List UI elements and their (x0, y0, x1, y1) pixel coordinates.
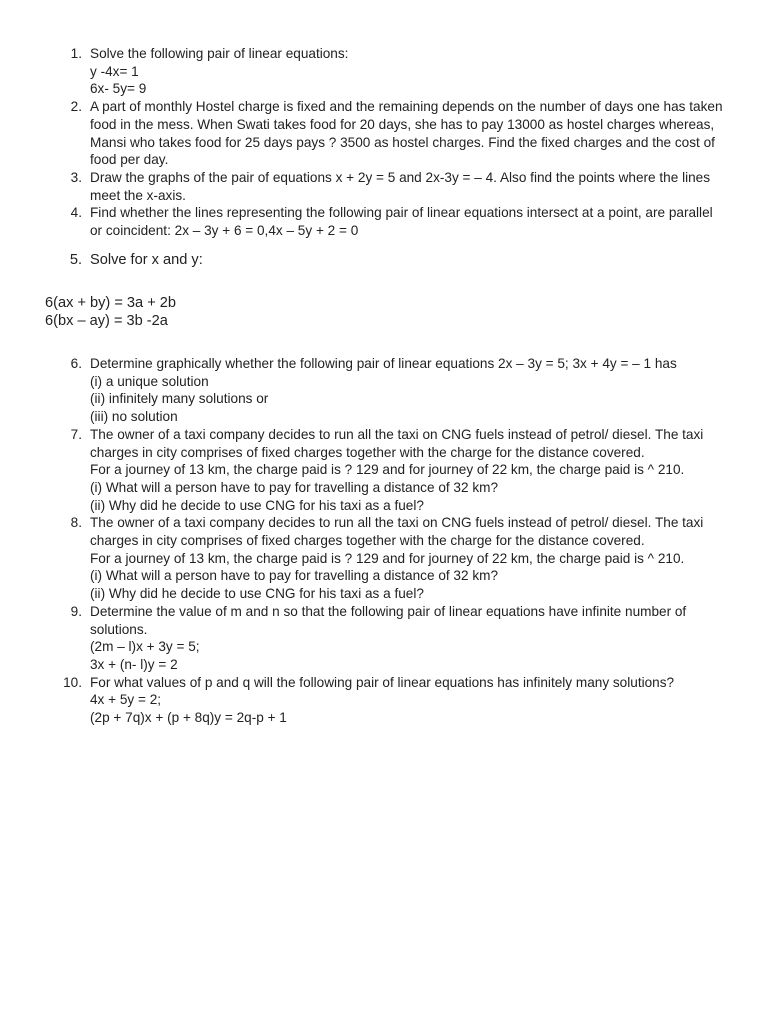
question-text: Determine the value of m and n so that the following pair of linear equations have infinite number of solutions. (90, 603, 687, 637)
equation: 4x + 5y = 2; (90, 692, 162, 708)
question-5 (0, 251, 768, 269)
question-text: The owner of a taxi company decides to run all the taxi on CNG fuels instead of petrol/ diesel. The taxi charges in city comprises of fixed charges together with the charge for the distance covered. (90, 515, 704, 549)
question-8 (0, 514, 768, 603)
question-3 (0, 169, 768, 204)
question-5-equations (45, 294, 176, 330)
equation: (2m – l)x + 3y = 5; (90, 639, 200, 655)
question-1 (0, 45, 768, 98)
question-text: For what values of p and q will the following pair of linear equations has infinitely many solutions? (90, 674, 675, 690)
equation: 6(bx – ay) = 3b -2a (45, 313, 168, 329)
question-list-part-1 (0, 45, 768, 240)
question-9 (0, 603, 768, 674)
sub-question: (i) What will a person have to pay for travelling a distance of 32 km? (90, 479, 499, 495)
question-10 (0, 674, 768, 727)
equation: 3x + (n- l)y = 2 (90, 656, 178, 672)
question-number: 6. (70, 356, 82, 371)
question-number: 2. (70, 99, 82, 115)
equation: (2p + 7q)x + (p + 8q)y = 2q-p + 1 (90, 710, 287, 726)
question-number: 10. (63, 674, 82, 690)
equation: 6x- 5y= 9 (90, 81, 147, 97)
question-number: 7. (70, 426, 82, 442)
question-7 (0, 426, 768, 515)
option: (i) a unique solution (90, 373, 209, 389)
question-list-part-3 (0, 355, 768, 727)
question-number: 1. (70, 46, 82, 61)
question-text-line: For a journey of 13 km, the charge paid is ? 129 and for journey of 22 km, the charge paid is ^ 210. (90, 550, 685, 566)
sub-question: (ii) Why did he decide to use CNG for his taxi as a fuel? (90, 497, 424, 513)
question-text: Solve for x and y: (90, 252, 203, 268)
sub-question: (ii) Why did he decide to use CNG for his taxi as a fuel? (90, 586, 424, 602)
question-text: Draw the graphs of the pair of equations x + 2y = 5 and 2x-3y = – 4. Also find the points where the lines meet the x-axis. (90, 169, 711, 203)
question-text: Solve the following pair of linear equations: (90, 46, 349, 61)
question-number: 4. (70, 205, 82, 221)
question-list-part-2 (0, 251, 768, 269)
question-number: 3. (70, 169, 82, 185)
question-text: Determine graphically whether the following pair of linear equations 2x – 3y = 5; 3x + 4y = – 1 has (90, 356, 677, 371)
question-text: A part of monthly Hostel charge is fixed and the remaining depends on the number of days one has taken food in the mess. When Swati takes food for 20 days, she has to pay 13000 as hostel charges whereas, Mansi who takes food for 25 days pays ? 3500 as hostel charges. Find the fixed charges and the cost of food per day. (90, 99, 723, 168)
question-text-line: For a journey of 13 km, the charge paid is ? 129 and for journey of 22 km, the charge paid is ^ 210. (90, 462, 685, 478)
question-4 (0, 204, 768, 239)
question-number: 8. (70, 515, 82, 531)
option: (ii) infinitely many solutions or (90, 391, 269, 407)
question-number: 5. (69, 252, 82, 268)
sub-question: (i) What will a person have to pay for travelling a distance of 32 km? (90, 568, 499, 584)
question-text: Find whether the lines representing the following pair of linear equations intersect at a point, are parallel or coincident: 2x – 3y + 6 = 0,4x – 5y + 2 = 0 (90, 205, 713, 239)
equation: y -4x= 1 (90, 63, 139, 79)
equation: 6(ax + by) = 3a + 2b (45, 295, 177, 311)
question-number: 9. (70, 603, 82, 619)
question-2 (0, 98, 768, 169)
question-6 (0, 355, 768, 426)
question-text: The owner of a taxi company decides to run all the taxi on CNG fuels instead of petrol/ diesel. The taxi charges in city comprises of fixed charges together with the charge for the distance covered. (90, 426, 704, 460)
option: (iii) no solution (90, 409, 178, 425)
